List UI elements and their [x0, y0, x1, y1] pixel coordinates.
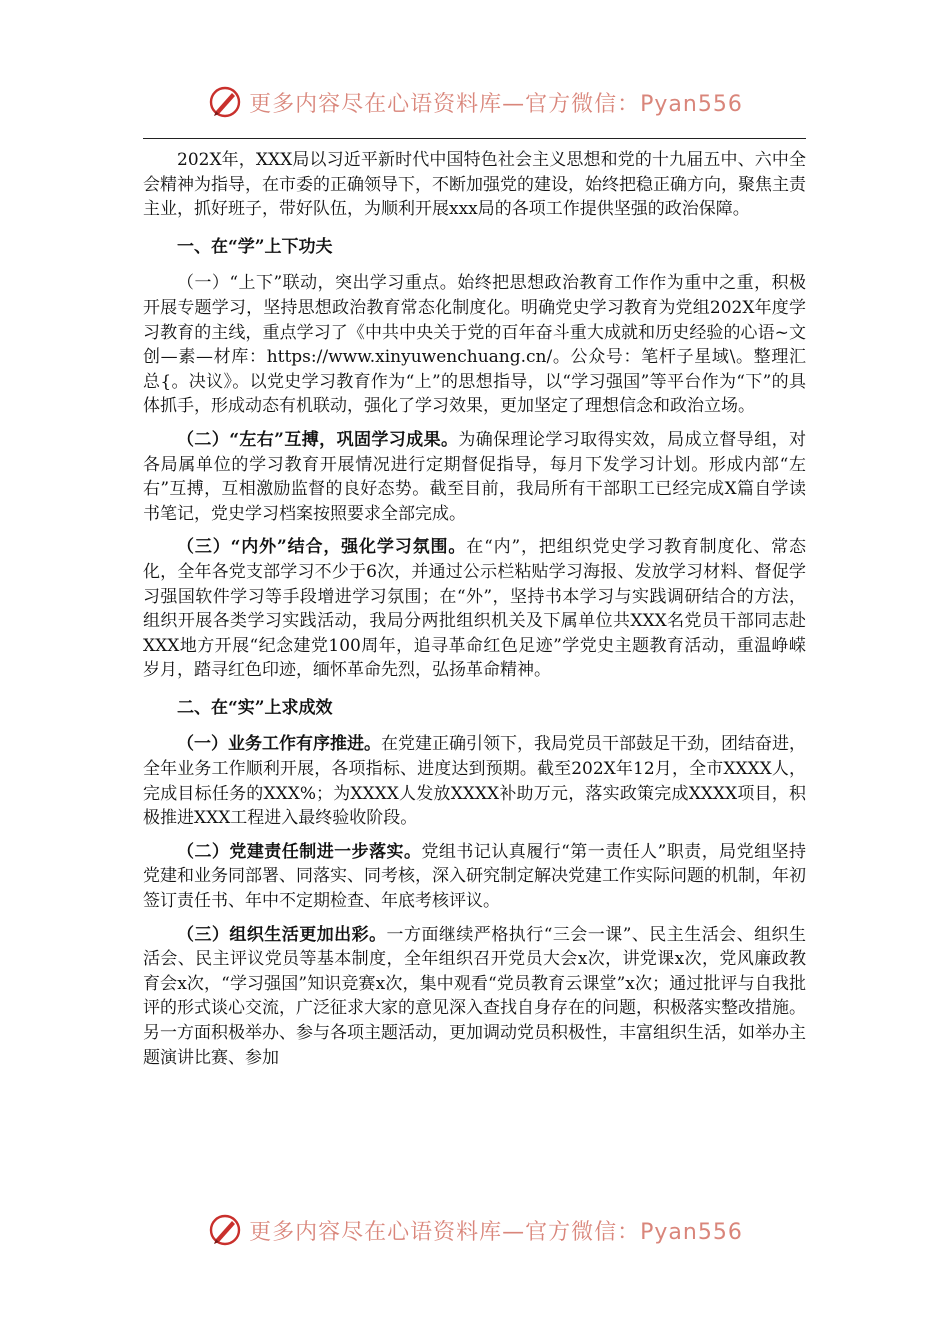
header-banner-text: 更多内容尽在心语资料库—官方微信：Pyan556 — [249, 91, 743, 117]
paragraph-body: 党组书记认真履行“第一责任人”职责，局党组坚持党建和业务同部署、同落实、同考核，深入研究制定解决党建工作实际问题的机制，年初签订责任书、年中不定期检查、年底考核评议。 — [143, 841, 806, 912]
intro-paragraph: 202X年，XXX局以习近平新时代中国特色社会主义思想和党的十九届五中、六中全会精神为指导，在市委的正确领导下，不断加强党的建设，始终把稳正确方向，聚焦主责主业，抓好班子，带好队伍，为顺利开展xxx局的各项工作提供坚强的政治保障。 — [143, 150, 806, 220]
section-2-paragraph-3 — [143, 923, 806, 1071]
paragraph-lead: （二）党建责任制进一步落实。 — [177, 841, 422, 862]
paragraph-body: 在“内”，把组织党史学习教育制度化、常态化，全年各党支部学习不少于6次，并通过公示栏粘贴学习海报、发放学习材料、督促学习强国软件学习等手段增进学习氛围；在“外”，坚持书本学习与实践调研结合的方法，组织开展各类学习实践活动，我局分两批组织机关及下属单位共XXX名党员干部同志赴XXX地方开展“纪念建党100周年，追寻革命红色足迹”学党史主题教育活动，重温峥嵘岁月，踏寻红色印迹，缅怀革命先烈，弘扬革命精神。 — [143, 537, 806, 681]
paragraph-lead: （一）业务工作有序推进。 — [177, 734, 381, 755]
paragraph-lead: （二）“左右”互搏，巩固学习成果。 — [177, 429, 459, 450]
pen-logo-icon — [207, 1212, 243, 1248]
paragraph-body: 一方面继续严格执行“三会一课”、民主生活会、组织生活会、民主评议党员等基本制度，全年组织召开党员大会x次，讲党课x次，党风廉政教育会x次，“学习强国”知识竞赛x次，集中观看“党员教育云课堂”x次；通过批评与自我批评的形式谈心交流，广泛征求大家的意见深入查找自身存在的问题，积极落实整改措施。另一方面积极举办、参与各项主题活动，更加调动党员积极性，丰富组织生活，如举办主题演讲比赛、参加 — [143, 924, 807, 1068]
section-2-heading: 二、在“实”上求成效 — [177, 697, 333, 718]
section-1-heading: 一、在“学”上下功夫 — [177, 236, 333, 257]
header-banner — [0, 80, 950, 124]
paragraph-lead: （一）“上下”联动，突出学习重点。 — [177, 273, 458, 294]
footer-banner-text: 更多内容尽在心语资料库—官方微信：Pyan556 — [249, 1219, 743, 1245]
section-1-paragraph-1 — [143, 271, 806, 419]
document-body — [143, 148, 806, 1079]
paragraph-lead: （三）组织生活更加出彩。 — [177, 924, 387, 945]
paragraph-lead: （三）“内外”结合，强化学习氛围。 — [177, 537, 467, 558]
footer-banner — [0, 1208, 950, 1252]
section-2-paragraph-1 — [143, 732, 806, 830]
section-1-paragraph-3 — [143, 535, 806, 683]
paragraph-body: 始终把思想政治教育工作作为重中之重，积极开展专题学习，坚持思想政治教育常态化制度化。明确党史学习教育为党组202X年度学习教育的主线，重点学习了《中共中央关于党的百年奋斗重大成就和历史经验的心语~文创—素—材库：https://www.xinyuwenchuang.cn/。公众号：笔杆子星域\。整理汇总{。决议》。以党史学习教育作为“上”的思想指导，以“学习强国”等平台作为“下”的具体抓手，形成动态有机联动，强化了学习效果，更加坚定了理想信念和政治立场。 — [143, 273, 806, 417]
section-1-paragraph-2 — [143, 428, 806, 526]
section-2-paragraph-2 — [143, 840, 806, 914]
paragraph-body: 在党建正确引领下，我局党员干部鼓足干劲，团结奋进，全年业务工作顺利开展，各项指标、进度达到预期。截至202X年12月，全市XXXX人，完成目标任务的XXX%；为XXXX人发放XXXX补助万元，落实政策完成XXXX项目，积极推进XXX工程进入最终验收阶段。 — [143, 734, 806, 829]
pen-logo-icon — [207, 84, 243, 120]
header-rule — [143, 138, 806, 139]
paragraph-body: 为确保理论学习取得实效，局成立督导组，对各局属单位的学习教育开展情况进行定期督促指导，每月下发学习计划。形成内部“左右”互搏，互相激励监督的良好态势。截至目前，我局所有干部职工已经完成X篇自学读书笔记，党史学习档案按照要求全部完成。 — [143, 429, 806, 524]
